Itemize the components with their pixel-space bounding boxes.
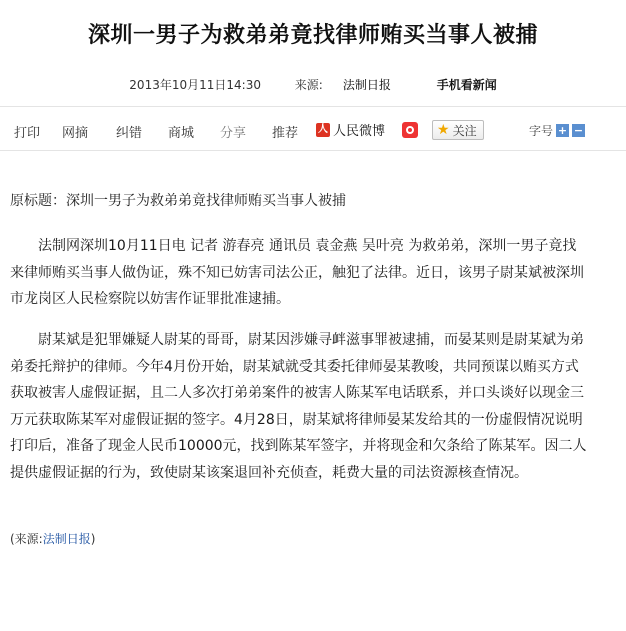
footer-source-open: (来源: bbox=[10, 532, 43, 546]
star-icon: ★ bbox=[437, 122, 450, 138]
font-size-control bbox=[529, 122, 585, 139]
divider bbox=[0, 150, 626, 151]
footer-source bbox=[10, 530, 95, 547]
recommend-button[interactable]: 推荐 bbox=[272, 126, 299, 141]
article-title: 深圳一男子为救弟弟竟找律师贿买当事人被捕 bbox=[87, 23, 538, 48]
weibo-share-button[interactable] bbox=[316, 120, 385, 139]
share-circle-icon[interactable] bbox=[402, 122, 418, 138]
source-link[interactable]: 法制日报 bbox=[342, 78, 391, 92]
weibo-label: 人民微博 bbox=[333, 124, 386, 139]
footer-source-close: ) bbox=[90, 532, 96, 546]
share-toolbar bbox=[0, 116, 626, 144]
share-button[interactable]: 分享 bbox=[220, 126, 247, 141]
font-decrease-button[interactable]: − bbox=[573, 124, 584, 137]
mobile-news-link[interactable]: 手机看新闻 bbox=[436, 78, 497, 92]
source bbox=[285, 78, 401, 92]
source-label: 来源: bbox=[294, 78, 323, 92]
font-size-label: 字号 bbox=[529, 124, 554, 138]
publish-date: 2013年10月11日14:30 bbox=[129, 78, 261, 92]
original-title: 原标题：深圳一男子为救弟弟竟找律师贿买当事人被捕 bbox=[10, 193, 346, 209]
bookmark-button[interactable]: 网摘 bbox=[62, 126, 89, 141]
article-paragraph: 法制网深圳10月11日电 记者 游春亮 通讯员 袁金燕 吴叶亮 为救弟弟，深圳一男子竟找来律师贿买当事人做伪证，殊不知已妨害司法公正，触犯了法律。近日，该男子尉某斌被深圳市龙岗区人民检察院以妨害作证罪批准逮捕。 bbox=[10, 238, 584, 307]
weibo-icon: 人 bbox=[318, 123, 328, 135]
divider bbox=[0, 106, 626, 107]
follow-label: 关注 bbox=[452, 123, 477, 138]
article-meta bbox=[0, 76, 626, 93]
mall-button[interactable]: 商城 bbox=[168, 126, 195, 141]
footer-source-link[interactable]: 法制日报 bbox=[42, 532, 91, 546]
article-paragraph: 尉某斌是犯罪嫌疑人尉某的哥哥，尉某因涉嫌寻衅滋事罪被逮捕，而晏某则是尉某斌为弟弟委托辩护的律师。今年4月份开始，尉某斌就受其委托律师晏某教唆，共同预谋以贿买方式获取被害人虚假证据，且二人多次打弟弟案件的被害人陈某军电话联系，并口头谈好以现金三万元获取陈某军对虚假证据的签字。4月28日，尉某斌将律师晏某发给其的一份虚假情况说明打印后，准备了现金人民币10000元，找到陈某军签字，并将现金和欠条给了陈某军。因二人提供虚假证据的行为，致使尉某该案退回补充侦查，耗费大量的司法资源核查情况。 bbox=[10, 332, 587, 481]
report-error-button[interactable]: 纠错 bbox=[116, 126, 143, 141]
print-button[interactable]: 打印 bbox=[14, 126, 41, 141]
font-increase-button[interactable]: + bbox=[557, 124, 568, 137]
follow-button[interactable] bbox=[432, 120, 484, 140]
